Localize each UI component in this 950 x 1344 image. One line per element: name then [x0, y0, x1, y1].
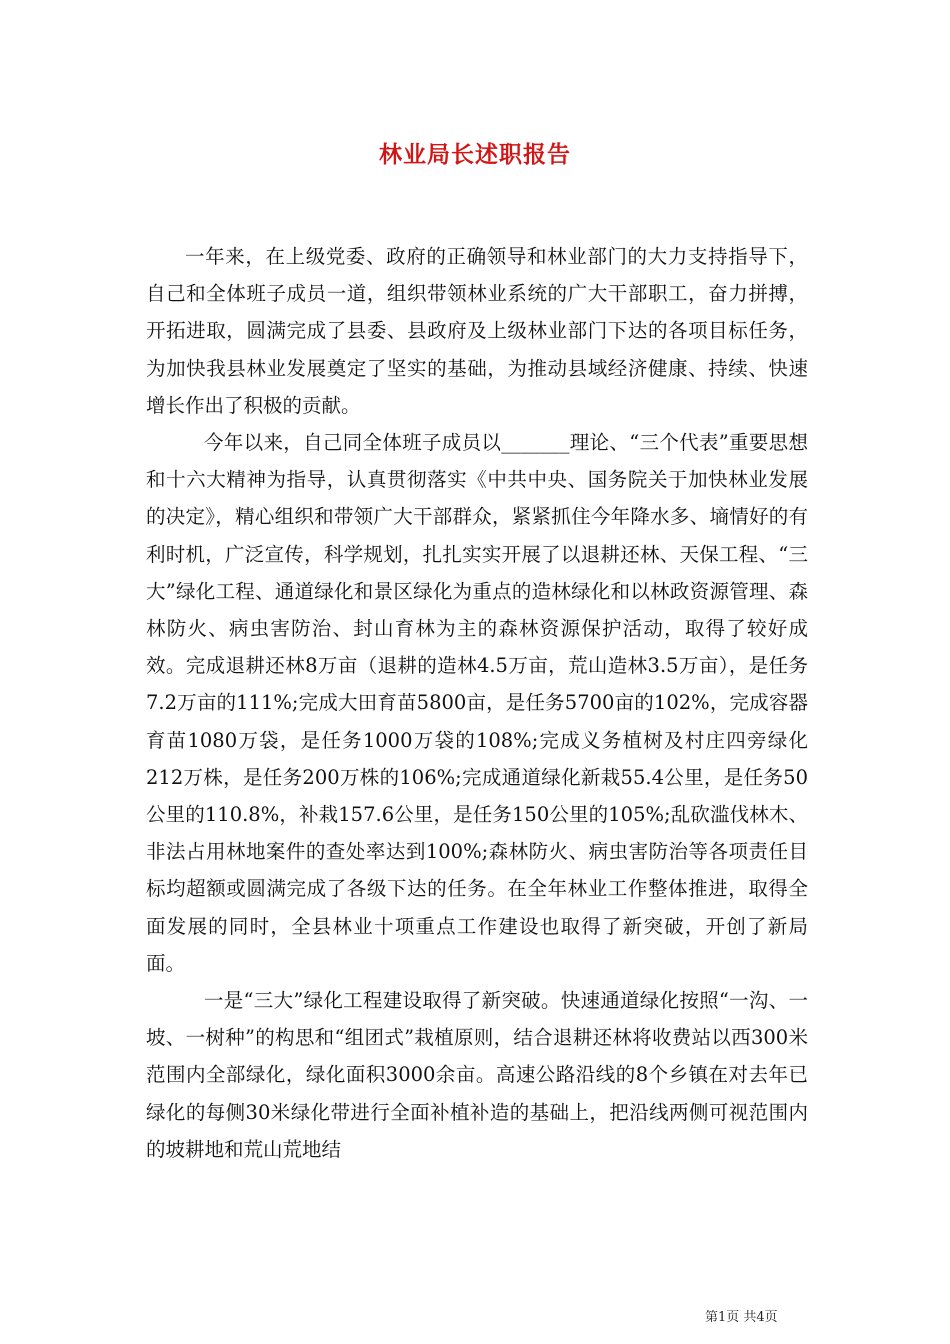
document-title: 林业局长述职报告 — [379, 141, 571, 168]
document-body — [146, 238, 808, 1168]
paragraph-green-projects: 一是“三大”绿化工程建设取得了新突破。快速通道绿化按照“一沟、一坡、一树种”的构思和“组团式”栽植原则，结合退耕还林将收费站以西300米范围内全部绿化，绿化面积3000余亩。高速公路沿线的8个乡镇在对去年已绿化的每侧30米绿化带进行全面补植补造的基础上，把沿线两侧可视范围内的坡耕地和荒山荒地结 — [146, 989, 808, 1161]
paragraph-achievements: 今年以来，自己同全体班子成员以_______理论、“三个代表”重要思想和十六大精神为指导，认真贯彻落实《中共中央、国务院关于加快林业发展的决定》，精心组织和带领广大干部群众，紧紧抓住今年降水多、墒情好的有利时机，广泛宣传，科学规划，扎扎实实开展了以退耕还林、天保工程、“三大”绿化工程、通道绿化和景区绿化为重点的造林绿化和以林政资源管理、森林防火、病虫害防治、封山育林为主的森林资源保护活动，取得了较好成效。完成退耕还林8万亩（退耕的造林4.5万亩，荒山造林3.5万亩），是任务7.2万亩的111%;完成大田育苗5800亩，是任务5700亩的102%，完成容器育苗1080万袋，是任务1000万袋的108%;完成义务植树及村庄四旁绿化212万株，是任务200万株的106%;完成通道绿化新栽55.4公里，是任务50公里的110.8%，补栽157.6公里，是任务150公里的105%;乱砍滥伐林木、非法占用林地案件的查处率达到100%;森林防火、病虫害防治等各项责任目标均超额或圆满完成了各级下达的任务。在全年林业工作整体推进，取得全面发展的同时，全县林业十项重点工作建设也取得了新突破，开创了新局面。 — [146, 431, 808, 975]
paragraph-intro: 一年来，在上级党委、政府的正确领导和林业部门的大力支持指导下，自己和全体班子成员一道，组织带领林业系统的广大干部职工，奋力拼搏，开拓进取，圆满完成了县委、县政府及上级林业部门下达的各项目标任务，为加快我县林业发展奠定了坚实的基础，为推动县域经济健康、持续、快速增长作出了积极的贡献。 — [146, 245, 808, 417]
page-number: 第1页 共4页 — [705, 1310, 778, 1325]
